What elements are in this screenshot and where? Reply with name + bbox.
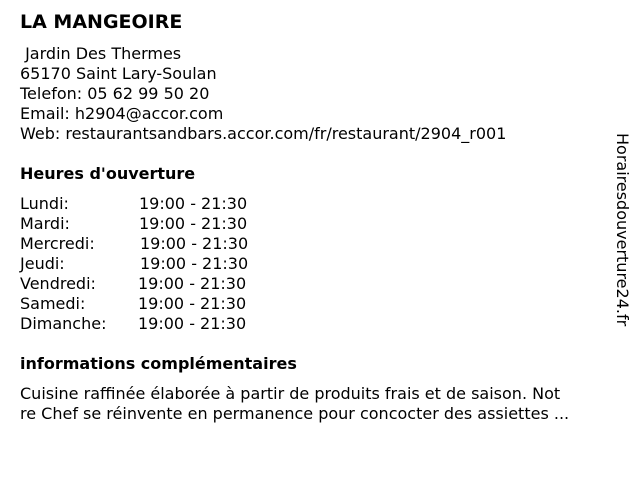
phone-number: Telefon: 05 62 99 50 20 bbox=[20, 84, 210, 103]
hours-row-vendredi bbox=[20, 274, 320, 294]
website-url: Web: restaurantsandbars.accor.com/fr/restaurant/2904_r001 bbox=[20, 124, 507, 143]
hours-row-mercredi bbox=[20, 234, 320, 254]
day-label: Samedi: bbox=[20, 294, 86, 313]
time-range: 19:00 - 21:30 bbox=[139, 194, 248, 213]
time-range: 19:00 - 21:30 bbox=[138, 314, 247, 333]
hours-row-samedi bbox=[20, 294, 320, 314]
time-range: 19:00 - 21:30 bbox=[138, 294, 247, 313]
opening-hours-heading: Heures d'ouverture bbox=[20, 164, 196, 183]
hours-row-jeudi bbox=[20, 254, 320, 274]
day-label: Mardi: bbox=[20, 214, 70, 233]
day-label: Vendredi: bbox=[20, 274, 96, 293]
info-line: re Chef se réinvente en permanence pour concocter des assiettes ... bbox=[20, 404, 570, 423]
restaurant-name: LA MANGEOIRE bbox=[20, 11, 183, 33]
additional-info-text bbox=[20, 384, 620, 424]
hours-row-lundi bbox=[20, 194, 320, 214]
hours-row-dimanche bbox=[20, 314, 320, 334]
time-range: 19:00 - 21:30 bbox=[139, 214, 248, 233]
day-label: Lundi: bbox=[20, 194, 69, 213]
time-range: 19:00 - 21:30 bbox=[140, 234, 249, 253]
additional-info-heading: informations complémentaires bbox=[20, 354, 297, 373]
opening-hours-table bbox=[20, 194, 320, 334]
address-street: Jardin Des Thermes bbox=[20, 44, 182, 63]
email-address: Email: h2904@accor.com bbox=[20, 104, 224, 123]
address-block bbox=[20, 44, 506, 144]
time-range: 19:00 - 21:30 bbox=[138, 274, 247, 293]
site-watermark: Horairesdouverture24.fr bbox=[613, 133, 632, 327]
info-line: Cuisine raffinée élaborée à partir de produits frais et de saison. Not bbox=[20, 384, 561, 403]
day-label: Dimanche: bbox=[20, 314, 107, 333]
address-city: 65170 Saint Lary-Soulan bbox=[20, 64, 217, 83]
time-range: 19:00 - 21:30 bbox=[140, 254, 249, 273]
hours-row-mardi bbox=[20, 214, 320, 234]
day-label: Mercredi: bbox=[20, 234, 95, 253]
day-label: Jeudi: bbox=[20, 254, 65, 273]
